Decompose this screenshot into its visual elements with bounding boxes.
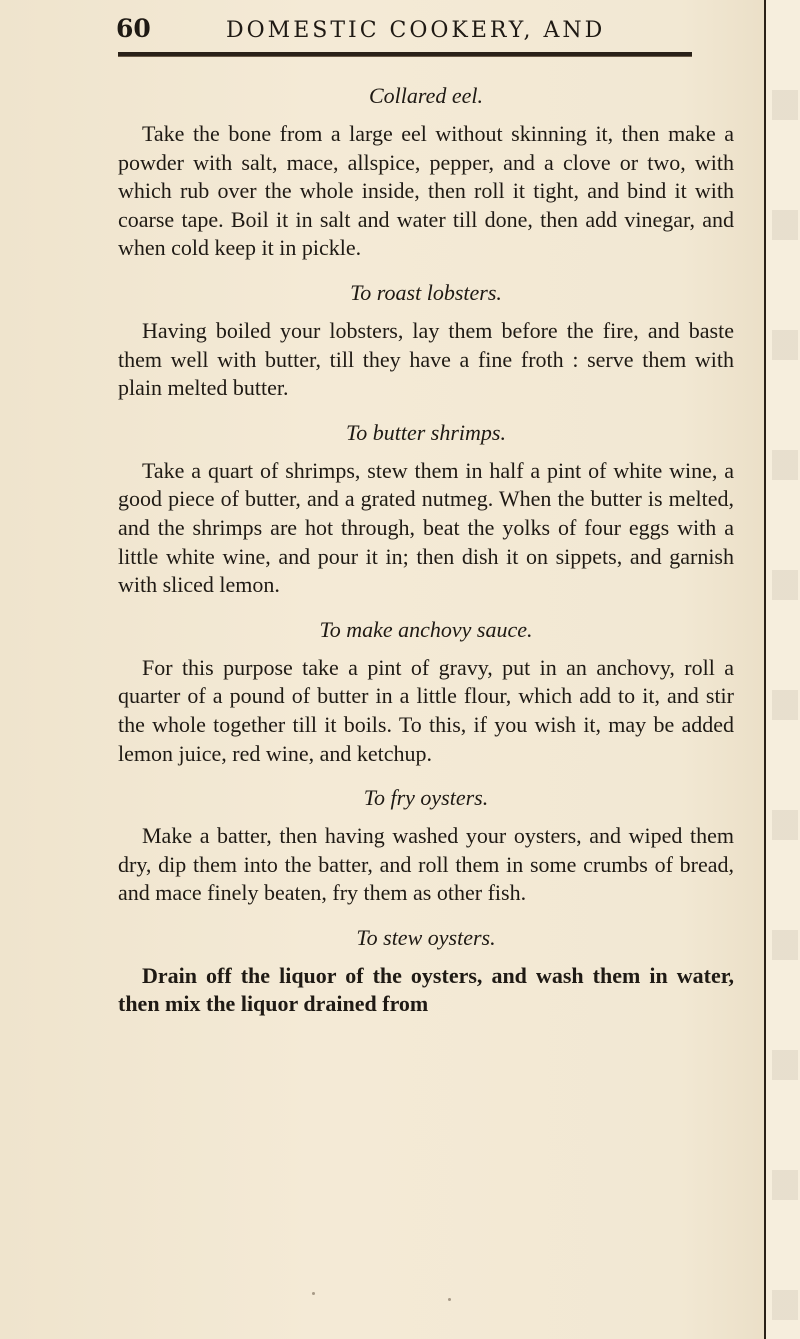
recipe-body: Drain off the liquor of the oysters, and wash them in water, then mix the liquor drained from [118, 962, 734, 1017]
recipe [118, 924, 734, 1019]
recipe [118, 279, 734, 403]
recipe-body: For this purpose take a pint of gravy, put in an anchovy, roll a quarter of a pound of butter in a little flour, which add to it, and stir the whole together till it boils. To this, if you wish it, may be added lemon juice, red wine, and ketchup. [118, 654, 734, 766]
recipe-body: Having boiled your lobsters, lay them before the fire, and baste them well with butter, till they have a fine froth : serve them with plain melted butter. [118, 317, 734, 401]
recipe [118, 419, 734, 600]
recipe-body: Take the bone from a large eel without skinning it, then make a powder with salt, mace, allspice, pepper, and a clove or two, with which rub over the whole inside, then roll it tight, and bind it with coarse tape. Boil it in salt and water till done, then add vinegar, and when cold keep it in pickle. [118, 121, 734, 261]
page-content [118, 82, 734, 1035]
recipe-title: To stew oysters. [356, 924, 496, 950]
paper-speck [312, 1292, 315, 1295]
recipe [118, 784, 734, 908]
recipe-title: To fry oysters. [363, 785, 489, 811]
recipe-title: Collared eel. [368, 83, 484, 108]
recipe-title: To butter shrimps. [346, 419, 506, 445]
recipe-body: Make a batter, then having washed your oysters, and wiped them dry, dip them into the batter, and roll them in some crumbs of bread, and mace finely beaten, fry them as other fish. [118, 823, 734, 906]
recipe [118, 82, 734, 263]
paper-speck [448, 1298, 451, 1301]
running-head: DOMESTIC COOKERY, AND [226, 18, 606, 43]
facing-page-edge [764, 0, 800, 1339]
recipe-title: To roast lobsters. [350, 279, 502, 305]
recipe-title: To make anchovy sauce. [319, 616, 533, 642]
page-header [116, 14, 696, 48]
page-number: 60 [116, 14, 151, 43]
recipe [118, 616, 734, 768]
recipe-body: Take a quart of shrimps, stew them in half a pint of white wine, a good piece of butter, and a grated nutmeg. When the butter is melted, and the shrimps are hot through, beat the yolks of four eggs with a little white wine, and pour it in; then dish it on sippets, and garnish with sliced lemon. [118, 457, 734, 598]
header-rule [118, 52, 692, 57]
